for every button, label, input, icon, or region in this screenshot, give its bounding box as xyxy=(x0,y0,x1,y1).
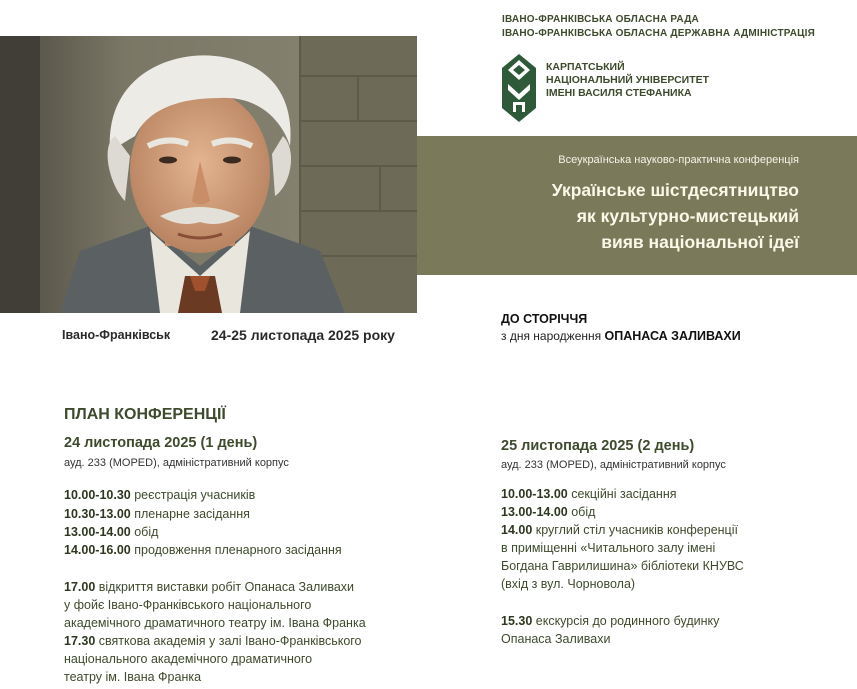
centenary-prefix: з дня народження xyxy=(501,329,602,343)
conference-banner xyxy=(417,136,857,275)
day2-excursion-item xyxy=(501,614,719,628)
item-text: екскурсія до родинного будинку xyxy=(535,614,720,628)
day1-room: ауд. 233 (МОРЕD), адміністративний корпус xyxy=(64,457,289,469)
item-text: секційні засідання xyxy=(571,487,677,501)
item-time: 10.00-10.30 xyxy=(64,488,131,502)
item-time: 14.00 xyxy=(501,523,533,537)
day1-item xyxy=(64,543,342,557)
day2-item xyxy=(501,487,677,501)
item-text: обід xyxy=(134,525,159,539)
plan-heading: ПЛАН КОНФЕРЕНЦІЇ xyxy=(64,406,226,423)
day1-evening-item xyxy=(64,580,354,594)
event-city: Івано-Франківськ xyxy=(62,328,171,342)
item-time: 13.00-14.00 xyxy=(501,505,568,519)
item-time: 13.00-14.00 xyxy=(64,525,131,539)
day2-item xyxy=(501,505,595,519)
centenary-subheading xyxy=(501,329,741,343)
org-line-2: ІВАНО-ФРАНКІВСЬКА ОБЛАСНА ДЕРЖАВНА АДМІНІСТРАЦІЯ xyxy=(502,28,816,39)
item-text: обід xyxy=(571,505,596,519)
university-line-3: ІМЕНІ ВАСИЛЯ СТЕФАНИКА xyxy=(546,87,692,99)
day2-item-line: (вхід з вул. Чорновола) xyxy=(501,577,636,591)
item-time: 10.30-13.00 xyxy=(64,507,131,521)
item-text: відкриття виставки робіт Опанаса Заливахи xyxy=(98,580,355,594)
centenary-name: ОПАНАСА ЗАЛИВАХИ xyxy=(604,329,741,343)
day2-room: ауд. 233 (МОРЕD), адміністративний корпус xyxy=(501,459,726,471)
day1-title: 24 листопада 2025 (1 день) xyxy=(64,435,258,451)
conference-title-line-1: Українське шістдесятництво xyxy=(551,180,799,200)
item-text: пленарне засідання xyxy=(134,507,250,521)
university-line-1: КАРПАТСЬКИЙ xyxy=(546,61,625,73)
item-time: 17.00 xyxy=(64,580,96,594)
conference-title-line-2: як культурно-мистецький xyxy=(576,206,799,226)
day1-evening-line: національного академічного драматичного xyxy=(64,652,313,666)
item-time: 14.00-16.00 xyxy=(64,543,131,557)
day1-evening-line: академічного драматичного театру ім. Івана Франка xyxy=(64,616,366,630)
item-time: 17.30 xyxy=(64,634,96,648)
item-text: круглий стіл учасників конференції xyxy=(535,523,738,537)
item-text: реєстрація учасників xyxy=(134,488,256,502)
org-line-1: ІВАНО-ФРАНКІВСЬКА ОБЛАСНА РАДА xyxy=(502,14,699,25)
university-line-2: НАЦІОНАЛЬНИЙ УНІВЕРСИТЕТ xyxy=(546,74,710,86)
item-time: 15.30 xyxy=(501,614,533,628)
day2-item xyxy=(501,523,738,537)
day1-item xyxy=(64,507,250,521)
centenary-heading: ДО СТОРІЧЧЯ xyxy=(501,312,588,326)
conference-subtitle: Всеукраїнська науково-практична конференція xyxy=(558,154,799,166)
day2-excursion-line: Опанаса Заливахи xyxy=(501,632,611,646)
item-text: святкова академія у залі Івано-Франківського xyxy=(98,634,362,648)
day1-item xyxy=(64,525,158,539)
conference-title-line-3: вияв національної ідеї xyxy=(601,232,799,252)
day1-evening-line: театру ім. Івана Франка xyxy=(64,670,202,684)
item-text: продовження пленарного засідання xyxy=(134,543,342,557)
day1-evening-item xyxy=(64,634,362,648)
event-dates: 24-25 листопада 2025 року xyxy=(211,327,395,343)
item-time: 10.00-13.00 xyxy=(501,487,568,501)
day2-title: 25 листопада 2025 (2 день) xyxy=(501,438,695,454)
portrait-photo xyxy=(0,36,417,313)
day2-item-line: в приміщенні «Читального залу імені xyxy=(501,541,716,555)
day1-item xyxy=(64,488,255,502)
university-logo-icon xyxy=(502,54,536,122)
day1-evening-line: у фойє Івано-Франківського національного xyxy=(64,598,312,612)
day2-item-line: Богдана Гаврилишина» бібліотеки КНУВС xyxy=(501,559,744,573)
